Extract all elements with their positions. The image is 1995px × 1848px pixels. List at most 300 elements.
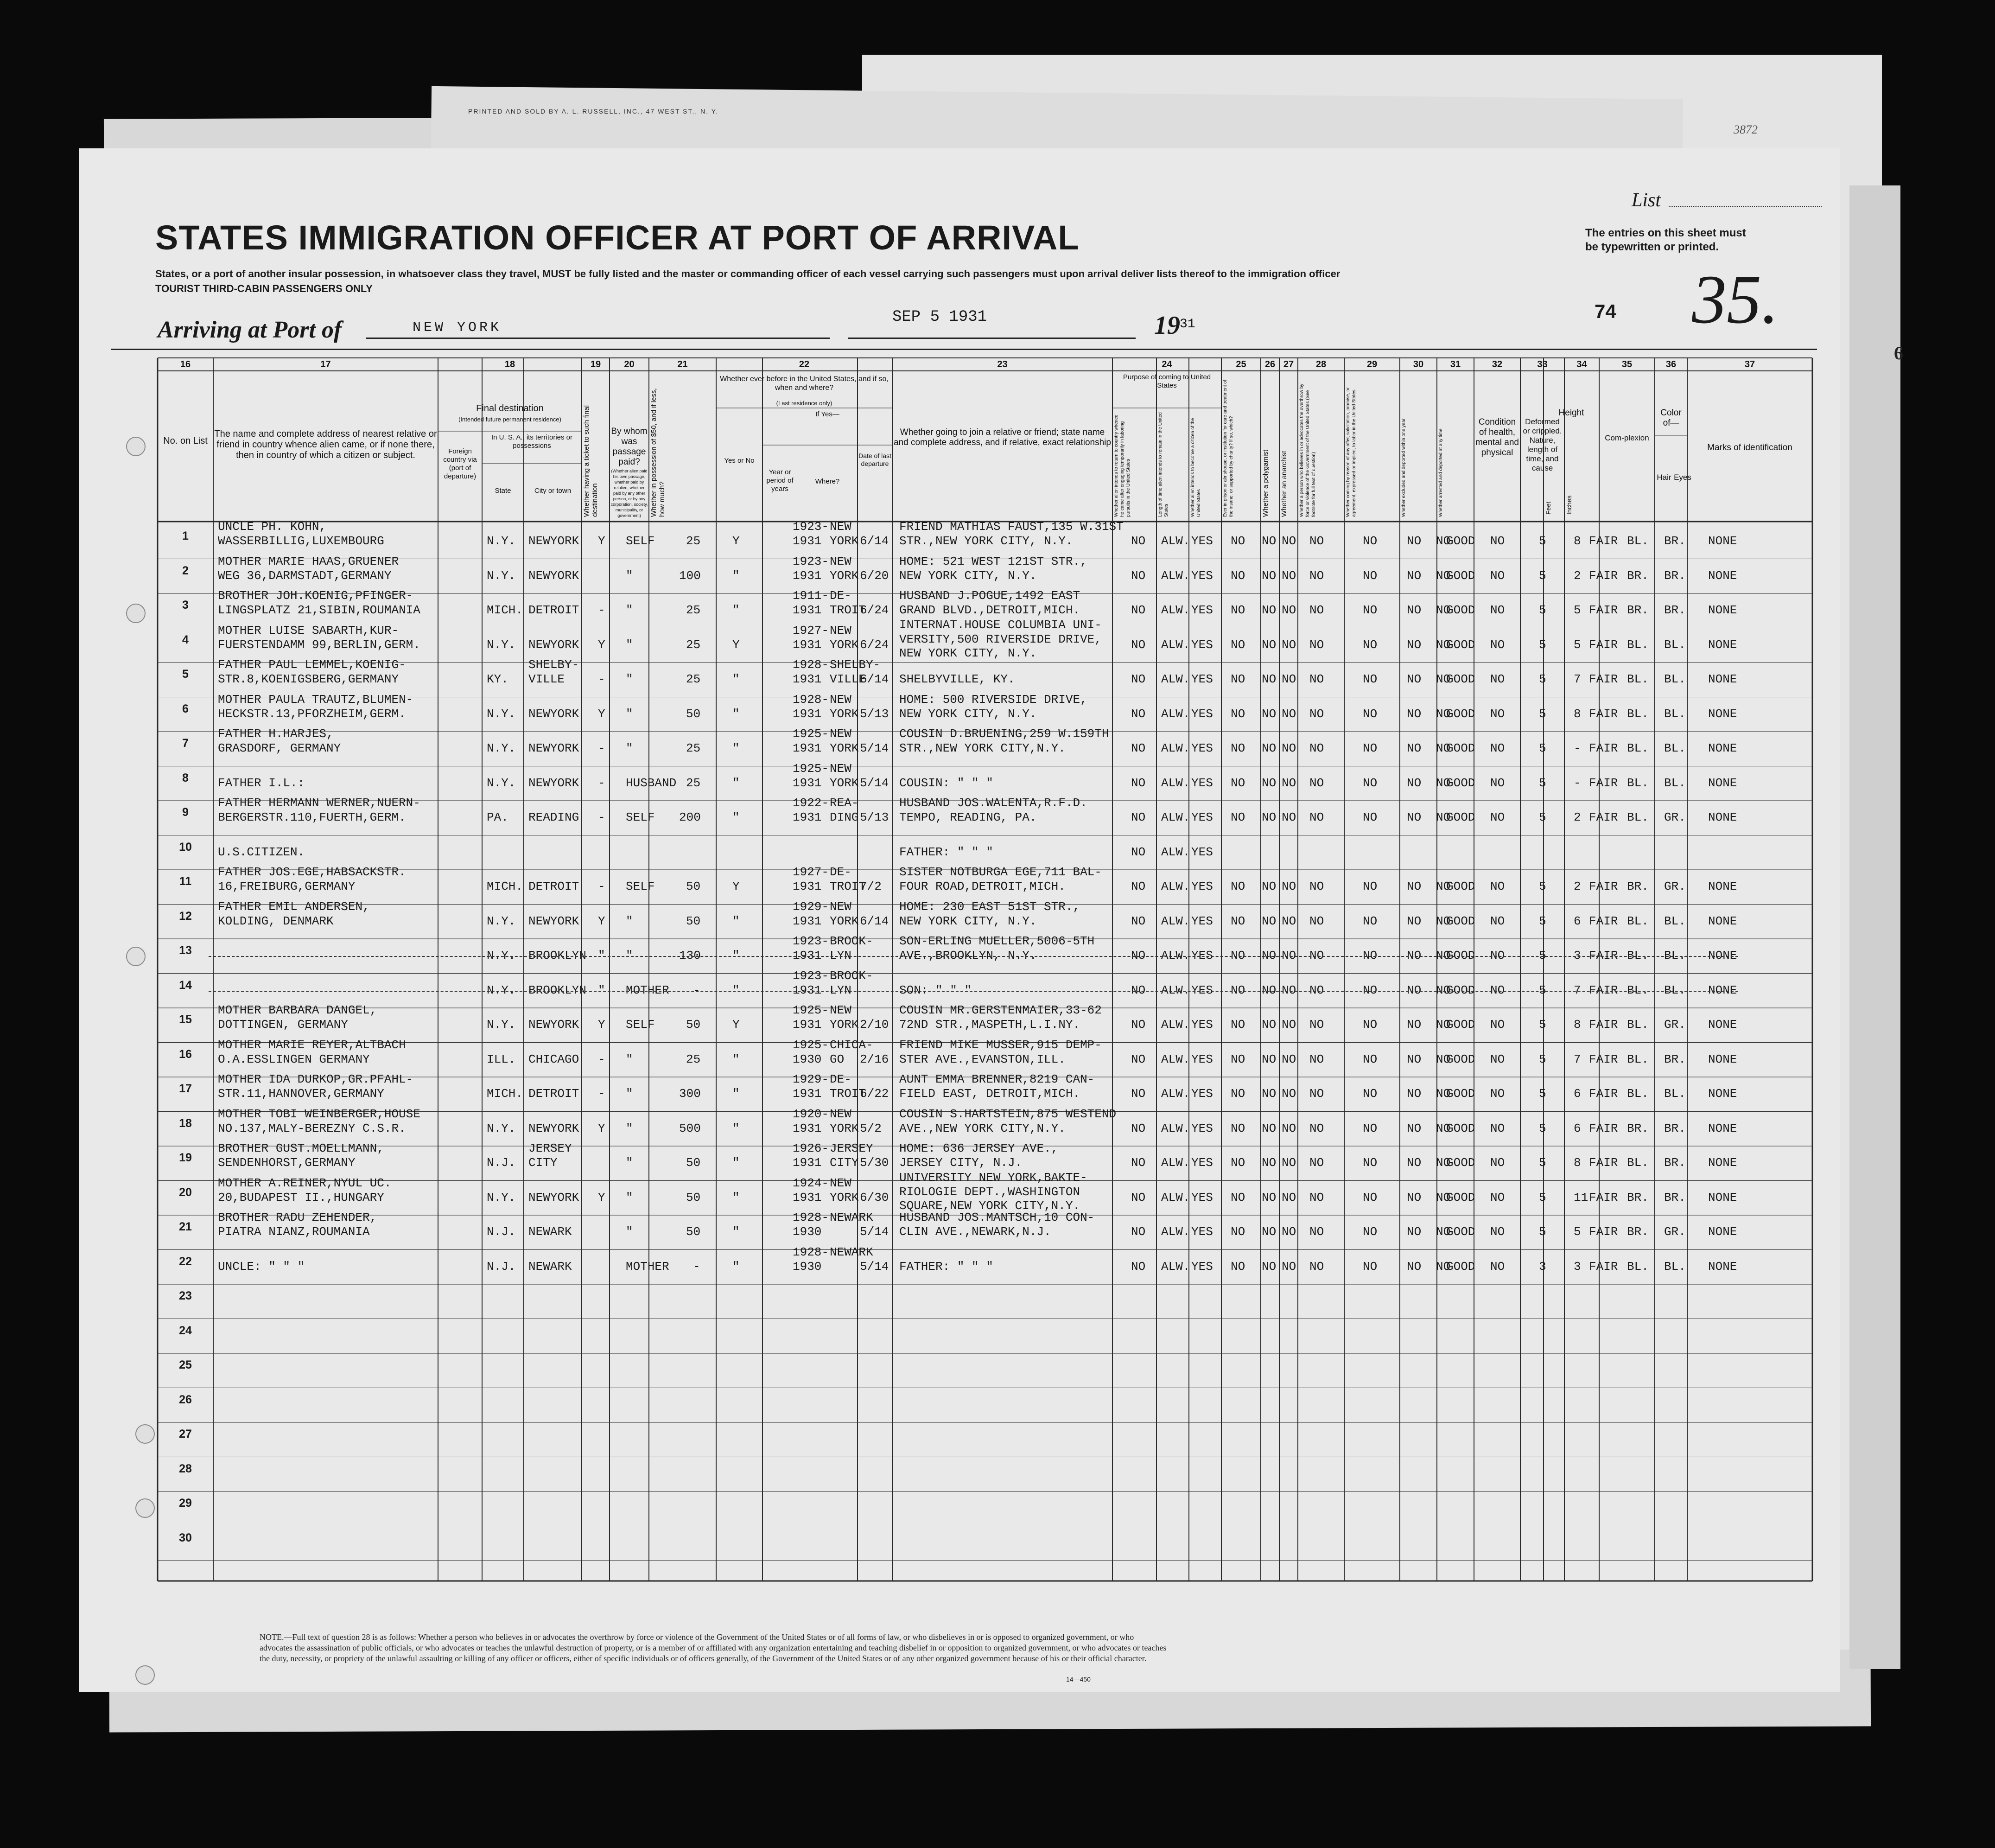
complexion: FAIR — [1589, 1018, 1618, 1032]
become-citizen: YES — [1191, 1190, 1213, 1204]
eye-color: GR. — [1664, 1225, 1686, 1239]
offer-labor: NO — [1363, 534, 1378, 548]
ever-before-yes-no: " — [732, 1156, 740, 1170]
marks: NONE — [1708, 1018, 1737, 1032]
join-line1: HUSBAND J.POGUE,1492 EAST — [899, 589, 1080, 603]
join-line1: AUNT EMMA BRENNER,8219 CAN- — [899, 1072, 1095, 1086]
struck-row-line — [209, 956, 1738, 957]
where-line2: YORK — [830, 914, 859, 928]
health: GOOD — [1446, 1087, 1475, 1101]
date-departure: 6/14 — [860, 672, 889, 686]
health: GOOD — [1446, 534, 1475, 548]
marks: NONE — [1708, 810, 1737, 824]
header-deformed: Deformed or crippled. Nature, length of time, and cause — [1523, 417, 1562, 472]
overthrow: NO — [1309, 1087, 1324, 1101]
date-departure: 5/2 — [860, 1121, 882, 1135]
offer-labor: NO — [1363, 672, 1378, 686]
join-line2: RIOLOGIE DEPT.,WASHINGTON — [899, 1185, 1080, 1199]
excluded: NO — [1407, 1121, 1422, 1135]
deformed: NO — [1490, 637, 1505, 652]
year-from: 1926- — [793, 1141, 829, 1155]
where-line2: YORK — [830, 1018, 859, 1032]
money: 50 — [686, 914, 701, 928]
height-feet: 3 — [1539, 1259, 1546, 1274]
header-health: Condition of health, mental and physical — [1475, 417, 1519, 458]
date-departure: 6/20 — [860, 568, 889, 583]
where-line1: DE- — [830, 589, 851, 603]
intends-return: NO — [1131, 983, 1146, 997]
header-complexion: Com-plexion — [1605, 433, 1649, 442]
has-ticket: - — [598, 879, 605, 893]
height-feet: 5 — [1539, 1087, 1546, 1101]
anarchist: NO — [1282, 672, 1296, 686]
passage-paid-by: SELF — [626, 879, 655, 893]
money: 50 — [686, 879, 701, 893]
excluded: NO — [1407, 810, 1422, 824]
passage-paid-by: " — [626, 1190, 633, 1204]
overthrow: NO — [1309, 1225, 1324, 1239]
header-inches: Inches — [1565, 495, 1573, 515]
year-from: 1925- — [793, 761, 829, 776]
dest-state: N.Y. — [487, 914, 516, 928]
where-line1: BROOK- — [830, 934, 873, 948]
year-to: 1931 — [793, 776, 822, 790]
become-citizen: YES — [1191, 603, 1213, 617]
hair-color: BL. — [1627, 1052, 1649, 1066]
row-number: 13 — [179, 944, 192, 957]
year-to: 1931 — [793, 672, 822, 686]
marks: NONE — [1708, 1259, 1737, 1274]
height-feet: 5 — [1539, 741, 1546, 755]
relative-address-line2: 20,BUDAPEST II.,HUNGARY — [218, 1190, 384, 1204]
year-to: 1931 — [793, 1018, 822, 1032]
header-foreign-country: Foreign country via (port of departure) — [443, 447, 477, 480]
height-inches: 2 — [1574, 568, 1581, 583]
height-feet: 5 — [1539, 879, 1546, 893]
offer-labor: NO — [1363, 1087, 1378, 1101]
header-become-citizen: Whether alien intends to become a citizen of the United States — [1190, 418, 1201, 517]
side-digit: 6 — [1894, 343, 1903, 363]
deformed: NO — [1490, 1018, 1505, 1032]
health: GOOD — [1446, 776, 1475, 790]
complexion: FAIR — [1589, 603, 1618, 617]
excluded: NO — [1407, 983, 1422, 997]
footnote: NOTE.—Full text of question 28 is as follows: Whether a person who believes in or advocates the overthrow by force or violence of the Government of the United States or of all forms of law, or who disbelieves in or is opposed to organized government, or who advocates the assassination of public officials, or who advocates or teaches the unlawful destruction of property, or is a member of or affiliated with any organization entertaining and teaching disbelief in or opposition to organized government, or who advocates or teaches the duty, necessity, or propriety of the unlawful assaulting or killing of any officer or officers, either of specific individuals or of officers generally, of the Government of the United States or of any other organized government because of his or their official character. — [260, 1632, 1167, 1663]
offer-labor: NO — [1363, 741, 1378, 755]
offer-labor: NO — [1363, 1190, 1378, 1204]
ever-before-yes-no: " — [732, 810, 740, 824]
eye-color: BR. — [1664, 1190, 1686, 1204]
length-of-stay: ALW. — [1161, 983, 1190, 997]
prison: NO — [1231, 1018, 1245, 1032]
header-ticket: Whether having a ticket to such final destination — [583, 405, 599, 517]
height-inches: 7 — [1574, 983, 1581, 997]
polygamist: NO — [1262, 603, 1277, 617]
relative-address-line2: O.A.ESSLINGEN GERMANY — [218, 1052, 370, 1066]
list-number: 35. — [1692, 261, 1779, 338]
ever-before-yes-no: " — [732, 914, 740, 928]
row-number: 29 — [179, 1497, 192, 1510]
marks: NONE — [1708, 949, 1737, 962]
has-ticket: Y — [598, 1190, 605, 1204]
has-ticket: - — [598, 776, 605, 790]
height-inches: 8 — [1574, 1156, 1581, 1170]
where-line2: VILLE — [830, 672, 866, 686]
length-of-stay: ALW. — [1161, 1190, 1190, 1204]
join-line1: HOME: 636 JERSEY AVE., — [899, 1141, 1059, 1155]
join-line2: SHELBYVILLE, KY. — [899, 672, 1015, 686]
intends-return: NO — [1131, 637, 1146, 652]
ever-before-yes-no: " — [732, 776, 740, 790]
prison: NO — [1231, 810, 1245, 824]
become-citizen: YES — [1191, 672, 1213, 686]
row-number: 25 — [179, 1358, 192, 1372]
struck-row-line — [209, 991, 1738, 992]
offer-labor: NO — [1363, 707, 1378, 721]
where-line2: YORK — [830, 1190, 859, 1204]
complexion: FAIR — [1589, 810, 1618, 824]
where-line1: NEW — [830, 727, 851, 741]
offer-labor: NO — [1363, 1259, 1378, 1274]
year-to: 1930 — [793, 1225, 822, 1239]
offer-labor: NO — [1363, 1156, 1378, 1170]
polygamist: NO — [1262, 741, 1277, 755]
header-if-yes: If Yes— — [815, 410, 839, 418]
ever-before-yes-no: " — [732, 603, 740, 617]
relative-address-line1: MOTHER IDA DURKOP,GR.PFAHL- — [218, 1072, 413, 1086]
polygamist: NO — [1262, 534, 1277, 548]
passage-paid-by: SELF — [626, 534, 655, 548]
date-departure: 2/16 — [860, 1052, 889, 1066]
complexion: FAIR — [1589, 1259, 1618, 1274]
passage-paid-by: " — [626, 914, 633, 928]
where-line1: REA- — [830, 796, 859, 810]
marks: NONE — [1708, 741, 1737, 755]
polygamist: NO — [1262, 879, 1277, 893]
polygamist: NO — [1262, 1087, 1277, 1101]
hair-color: BL. — [1627, 810, 1649, 824]
date-departure: 6/22 — [860, 1087, 889, 1101]
excluded: NO — [1407, 672, 1422, 686]
relative-address-line1: FATHER PAUL LEMMEL,KOENIG- — [218, 658, 406, 672]
length-of-stay: ALW. — [1161, 879, 1190, 893]
hair-color: BL. — [1627, 1259, 1649, 1274]
money: 25 — [686, 741, 701, 755]
join-line2: SON: " " " — [899, 983, 972, 997]
polygamist: NO — [1262, 983, 1277, 997]
height-feet: 5 — [1539, 534, 1546, 548]
relative-address-line2: 16,FREIBURG,GERMANY — [218, 879, 356, 893]
dest-state: ILL. — [487, 1052, 516, 1066]
length-of-stay: ALW. — [1161, 568, 1190, 583]
dest-city: BROOKLYN — [528, 983, 586, 997]
hair-color: BL. — [1627, 1018, 1649, 1032]
header-ever-before: Whether ever before in the United States, and if so, when and where? — [720, 375, 889, 392]
where-line2: YORK — [830, 568, 859, 583]
passage-paid-by: " — [626, 1121, 633, 1135]
year-from: 1923- — [793, 554, 829, 568]
join-line2: FATHER: " " " — [899, 845, 993, 859]
row-number: 6 — [182, 702, 189, 715]
year-to: 1931 — [793, 983, 822, 997]
header-money: Whether in possession of $50, and if less, how much? — [650, 388, 666, 517]
hair-color: BL. — [1627, 1087, 1649, 1101]
eye-color: BL. — [1664, 672, 1686, 686]
join-line1: HOME: 500 RIVERSIDE DRIVE, — [899, 692, 1087, 707]
where-line1: NEW — [830, 899, 851, 914]
where-line1: NEWARK — [830, 1245, 873, 1259]
marks: NONE — [1708, 1225, 1737, 1239]
overthrow: NO — [1309, 672, 1324, 686]
ever-before-yes-no: " — [732, 983, 740, 997]
prison: NO — [1231, 1190, 1245, 1204]
arriving-label: Arriving at Port of — [158, 317, 342, 343]
has-ticket: Y — [598, 534, 605, 548]
height-feet: 5 — [1539, 568, 1546, 583]
dest-city: DETROIT — [528, 1087, 579, 1101]
height-inches: 3 — [1574, 949, 1581, 962]
complexion: FAIR — [1589, 1156, 1618, 1170]
dest-city: DETROIT — [528, 603, 579, 617]
become-citizen: YES — [1191, 810, 1213, 824]
column-number: 25 — [1236, 359, 1246, 370]
complexion: FAIR — [1589, 983, 1618, 997]
height-feet: 5 — [1539, 983, 1546, 997]
year-to: 1931 — [793, 1190, 822, 1204]
money: 200 — [679, 810, 701, 824]
ever-before-yes-no: " — [732, 1052, 740, 1066]
where-line1: SHELBY- — [830, 658, 881, 672]
join-line1: FRIEND MIKE MUSSER,915 DEMP- — [899, 1038, 1102, 1052]
eye-color: BL. — [1664, 983, 1686, 997]
polygamist: NO — [1262, 672, 1277, 686]
has-ticket: - — [598, 741, 605, 755]
dest-city-line2: CITY — [528, 1156, 558, 1170]
arrested: NO — [1436, 983, 1451, 997]
year-from: 1911- — [793, 589, 829, 603]
port-value: NEW YORK — [413, 320, 502, 336]
hair-color: BR. — [1627, 1225, 1649, 1239]
year-to: 1931 — [793, 637, 822, 652]
passage-paid-by: " — [626, 672, 633, 686]
dest-state: N.Y. — [487, 776, 516, 790]
join-line2: STR.,NEW YORK CITY, N.Y. — [899, 534, 1073, 548]
arrested: NO — [1436, 1259, 1451, 1274]
header-arrested: Whether arrested and deported at any time — [1438, 428, 1443, 517]
passage-paid-by: MOTHER — [626, 1259, 669, 1274]
relative-address-line2: KOLDING, DENMARK — [218, 914, 334, 928]
intends-return: NO — [1131, 1156, 1146, 1170]
sheet-number: 74 — [1595, 300, 1616, 322]
offer-labor: NO — [1363, 810, 1378, 824]
year-prefix: 19 — [1154, 311, 1180, 340]
year-from: 1928- — [793, 692, 829, 707]
arrested: NO — [1436, 707, 1451, 721]
row-number: 16 — [179, 1047, 192, 1061]
overthrow: NO — [1309, 949, 1324, 962]
dest-city: SHELBY- — [528, 658, 579, 672]
anarchist: NO — [1282, 914, 1296, 928]
ever-before-yes-no: " — [732, 672, 740, 686]
arrested: NO — [1436, 879, 1451, 893]
intends-return: NO — [1131, 1087, 1146, 1101]
height-inches: 6 — [1574, 1121, 1581, 1135]
date-departure: 5/13 — [860, 810, 889, 824]
dest-state: N.Y. — [487, 707, 516, 721]
column-number: 18 — [504, 359, 515, 370]
header-passage-paid: By whom was passage paid? — [611, 427, 648, 467]
where-line2: YORK — [830, 534, 859, 548]
deformed: NO — [1490, 1087, 1505, 1101]
marks: NONE — [1708, 568, 1737, 583]
money: 25 — [686, 603, 701, 617]
join-line2: NEW YORK CITY, N.Y. — [899, 568, 1037, 583]
prison: NO — [1231, 637, 1245, 652]
dest-state: N.Y. — [487, 983, 516, 997]
where-line1: NEW — [830, 623, 851, 637]
deformed: NO — [1490, 1259, 1505, 1274]
height-inches: - — [1574, 776, 1581, 790]
year-to: 1931 — [793, 879, 822, 893]
become-citizen: YES — [1191, 707, 1213, 721]
eye-color: GR. — [1664, 810, 1686, 824]
height-inches: 3 — [1574, 1259, 1581, 1274]
join-line2: GRAND BLVD.,DETROIT,MICH. — [899, 603, 1080, 617]
polygamist: NO — [1262, 707, 1277, 721]
anarchist: NO — [1282, 741, 1296, 755]
header-no-on-list: No. on List — [163, 436, 208, 446]
eye-color: GR. — [1664, 1018, 1686, 1032]
hair-color: BL. — [1627, 949, 1649, 962]
hair-color: BL. — [1627, 776, 1649, 790]
arrested: NO — [1436, 1225, 1451, 1239]
has-ticket: " — [598, 949, 605, 962]
column-number: 26 — [1264, 359, 1276, 370]
money: 25 — [686, 637, 701, 652]
hair-color: BL. — [1627, 707, 1649, 721]
become-citizen: YES — [1191, 534, 1213, 548]
intends-return: NO — [1131, 1259, 1146, 1274]
dest-state: MICH. — [487, 1087, 523, 1101]
relative-address-line1: FATHER HERMANN WERNER,NUERN- — [218, 796, 420, 810]
ever-before-yes-no: " — [732, 1190, 740, 1204]
become-citizen: YES — [1191, 914, 1213, 928]
join-line1: COUSIN MR.GERSTENMAIER,33-62 — [899, 1003, 1102, 1017]
has-ticket: Y — [598, 914, 605, 928]
length-of-stay: ALW. — [1161, 534, 1190, 548]
eye-color: GR. — [1664, 879, 1686, 893]
overthrow: NO — [1309, 1259, 1324, 1274]
where-line2: LYN — [830, 949, 851, 962]
anarchist: NO — [1282, 1225, 1296, 1239]
join-line2: AVE.,BROOKLYN, N.Y. — [899, 949, 1037, 962]
health: GOOD — [1446, 603, 1475, 617]
eye-color: BR. — [1664, 603, 1686, 617]
header-offer-labor: Whether coming by reason of any offer, solicitation, promise, or agreement, expressed or implied, to labor in the United States — [1346, 387, 1357, 517]
header-year-period: Year or period of years — [766, 468, 794, 493]
column-number: 32 — [1492, 359, 1503, 370]
relative-address-line2: SENDENHORST,GERMANY — [218, 1156, 356, 1170]
excluded: NO — [1407, 1052, 1422, 1066]
header-state: State — [495, 487, 511, 495]
marks: NONE — [1708, 1121, 1737, 1135]
health: GOOD — [1446, 949, 1475, 962]
polygamist: NO — [1262, 637, 1277, 652]
height-feet: 5 — [1539, 672, 1546, 686]
dest-state: N.Y. — [487, 949, 516, 962]
length-of-stay: ALW. — [1161, 776, 1190, 790]
prison: NO — [1231, 534, 1245, 548]
hair-color: BL. — [1627, 672, 1649, 686]
marks: NONE — [1708, 914, 1737, 928]
intends-return: NO — [1131, 741, 1146, 755]
relative-address-line1: FATHER H.HARJES, — [218, 727, 334, 741]
complexion: FAIR — [1589, 1225, 1618, 1239]
excluded: NO — [1407, 1156, 1422, 1170]
dest-city: DETROIT — [528, 879, 579, 893]
height-feet: 5 — [1539, 1225, 1546, 1239]
header-anarchist: Whether an anarchist — [1280, 451, 1288, 517]
become-citizen: YES — [1191, 879, 1213, 893]
prison: NO — [1231, 603, 1245, 617]
date-departure: 5/14 — [860, 1259, 889, 1274]
become-citizen: YES — [1191, 741, 1213, 755]
where-line2: TROIT — [830, 603, 866, 617]
become-citizen: YES — [1191, 1087, 1213, 1101]
relative-address-line2: WASSERBILLIG,LUXEMBOURG — [218, 534, 384, 548]
height-inches: 5 — [1574, 603, 1581, 617]
date-departure: 6/30 — [860, 1190, 889, 1204]
complexion: FAIR — [1589, 914, 1618, 928]
ever-before-yes-no: Y — [732, 534, 740, 548]
dest-state: KY. — [487, 672, 508, 686]
health: GOOD — [1446, 983, 1475, 997]
year-to: 1931 — [793, 707, 822, 721]
height-feet: 5 — [1539, 603, 1546, 617]
where-line2: YORK — [830, 741, 859, 755]
anarchist: NO — [1282, 568, 1296, 583]
row-number: 1 — [182, 529, 189, 543]
intends-return: NO — [1131, 1052, 1146, 1066]
row-number: 22 — [179, 1255, 192, 1268]
offer-labor: NO — [1363, 983, 1378, 997]
length-of-stay: ALW. — [1161, 603, 1190, 617]
relative-address-line2: FUERSTENDAMM 99,BERLIN,GERM. — [218, 637, 420, 652]
date-departure: 6/14 — [860, 914, 889, 928]
anarchist: NO — [1282, 1052, 1296, 1066]
dest-city-line2: VILLE — [528, 672, 565, 686]
anarchist: NO — [1282, 1121, 1296, 1135]
has-ticket: - — [598, 672, 605, 686]
complexion: FAIR — [1589, 1121, 1618, 1135]
relative-address-line2: STR.11,HANNOVER,GERMANY — [218, 1087, 384, 1101]
dest-city: NEWYORK — [528, 1121, 579, 1135]
excluded: NO — [1407, 1225, 1422, 1239]
column-number: 37 — [1744, 359, 1755, 370]
passage-paid-by: " — [626, 1052, 633, 1066]
anarchist: NO — [1282, 1156, 1296, 1170]
relative-address-line1: MOTHER A.REINER,NYUL UC. — [218, 1176, 392, 1190]
money: 25 — [686, 672, 701, 686]
column-number: 31 — [1450, 359, 1461, 370]
anarchist: NO — [1282, 1190, 1296, 1204]
arrested: NO — [1436, 1156, 1451, 1170]
dest-state: N.Y. — [487, 1190, 516, 1204]
join-line1: INTERNAT.HOUSE COLUMBIA UNI- — [899, 618, 1102, 632]
length-of-stay: ALW. — [1161, 707, 1190, 721]
height-feet: 5 — [1539, 1156, 1546, 1170]
polygamist: NO — [1262, 776, 1277, 790]
